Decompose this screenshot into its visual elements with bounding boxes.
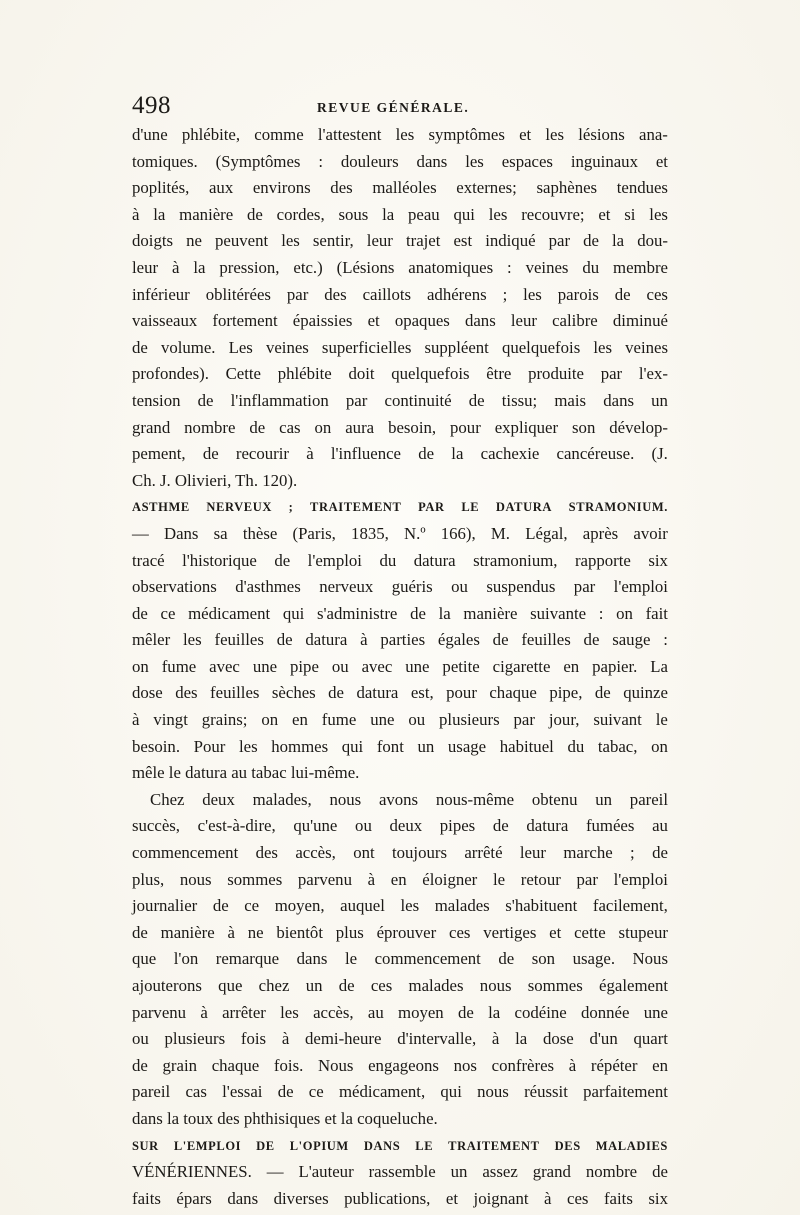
text-line: ASTHME NERVEUX ; TRAITEMENT PAR LE DATURA STRAMONIUM. (132, 500, 668, 515)
text-line: à vingt grains; on en fume une ou plusieurs par jour, suivant le (132, 710, 668, 730)
text-line: ajouterons que chez un de ces malades nous sommes également (132, 976, 668, 995)
text-line: besoin. Pour les hommes qui font un usage habituel du tabac, on (132, 736, 668, 756)
text-line: ou plusieurs fois à demi-heure d'intervalle, à la dose d'un quart (132, 1029, 668, 1049)
text-line: de grain chaque fois. Nous engageons nos confrères à répéter en (132, 1055, 668, 1075)
text-line: pement, de recourir à l'influence de la cachexie cancéreuse. (J. (132, 444, 668, 464)
text-line: commencement des accès, ont toujours arrêté leur marche ; de (132, 843, 668, 863)
text-line: on fume avec une pipe ou avec une petite cigarette en papier. La (132, 656, 668, 676)
text-line: dans la toux des phthisiques et la coqueluche. (132, 1108, 438, 1128)
text-line: tension de l'inflammation par continuité de tissu; mais dans un (132, 390, 668, 410)
text-line: de ce médicament qui s'administre de la manière suivante : on fait (132, 603, 668, 623)
text-line: Chez deux malades, nous avons nous-même obtenu un pareil (150, 789, 668, 809)
text-line: mêle le datura au tabac lui-même. (132, 763, 360, 783)
text-line: succès, c'est-à-dire, qu'une ou deux pipes de datura fumées au (132, 816, 668, 836)
page-number: 498 (132, 92, 171, 119)
text-line: d'une phlébite, comme l'attestent les symptômes et les lésions ana- (132, 125, 668, 144)
text-line: parvenu à arrêter les accès, au moyen de la codéine donnée une (132, 1002, 668, 1022)
page-header (132, 92, 677, 122)
text-line: mêler les feuilles de datura à parties égales de feuilles de sauge : (132, 630, 668, 650)
text-line: doigts ne peuvent les sentir, leur trajet est indiqué par de la dou- (132, 231, 668, 251)
text-line: pareil cas l'essai de ce médicament, qui nous réussit parfaitement (132, 1082, 668, 1102)
text-line: plus, nous sommes parvenu à en éloigner le retour par l'emploi (132, 869, 668, 889)
text-line: vaisseaux fortement épaissies et opaques dans leur calibre diminué (132, 311, 668, 331)
text-line: inférieur oblitérées par des caillots adhérens ; les parois de ces (132, 284, 668, 304)
text-line: grand nombre de cas on aura besoin, pour expliquer son dévelop- (132, 417, 668, 437)
text-line: de manière à ne bientôt plus éprouver ces vertiges et cette stupeur (132, 922, 668, 942)
text-line: Ch. J. Olivieri, Th. 120). (132, 470, 298, 490)
text-line: profondes). Cette phlébite doit quelquefois être produite par l'ex- (132, 364, 668, 384)
text-line: observations d'asthmes nerveux guéris ou suspendus par l'emploi (132, 577, 668, 597)
text-line: à la manière de cordes, sous la peau qui les recouvre; et si les (132, 204, 668, 224)
running-head: REVUE GÉNÉRALE. (317, 100, 470, 115)
text-line: leur à la pression, etc.) (Lésions anatomiques : veines du membre (132, 257, 668, 277)
body-text (132, 122, 668, 1212)
text-line: SUR L'EMPLOI DE L'OPIUM DANS LE TRAITEMENT DES MALADIES (132, 1138, 668, 1153)
text-line: VÉNÉRIENNES. — L'auteur rassemble un assez grand nombre de (132, 1162, 668, 1182)
text-line: — Dans sa thèse (Paris, 1835, N.º 166), M. Légal, après avoir (132, 523, 668, 543)
text-line: poplités, aux environs des malléoles externes; saphènes tendues (132, 178, 668, 198)
text-line: dose des feuilles sèches de datura est, pour chaque pipe, de quinze (132, 683, 668, 703)
text-line: journalier de ce moyen, auquel les malades s'habituent facilement, (132, 896, 668, 916)
text-line: de volume. Les veines superficielles suppléent quelquefois les veines (132, 337, 668, 357)
text-line: que l'on remarque dans le commencement de son usage. Nous (132, 949, 668, 969)
text-line: tomiques. (Symptômes : douleurs dans les espaces inguinaux et (132, 151, 668, 171)
text-line: faits épars dans diverses publications, et joignant à ces faits six (132, 1188, 668, 1208)
text-line: tracé l'historique de l'emploi du datura stramonium, rapporte six (132, 550, 668, 570)
